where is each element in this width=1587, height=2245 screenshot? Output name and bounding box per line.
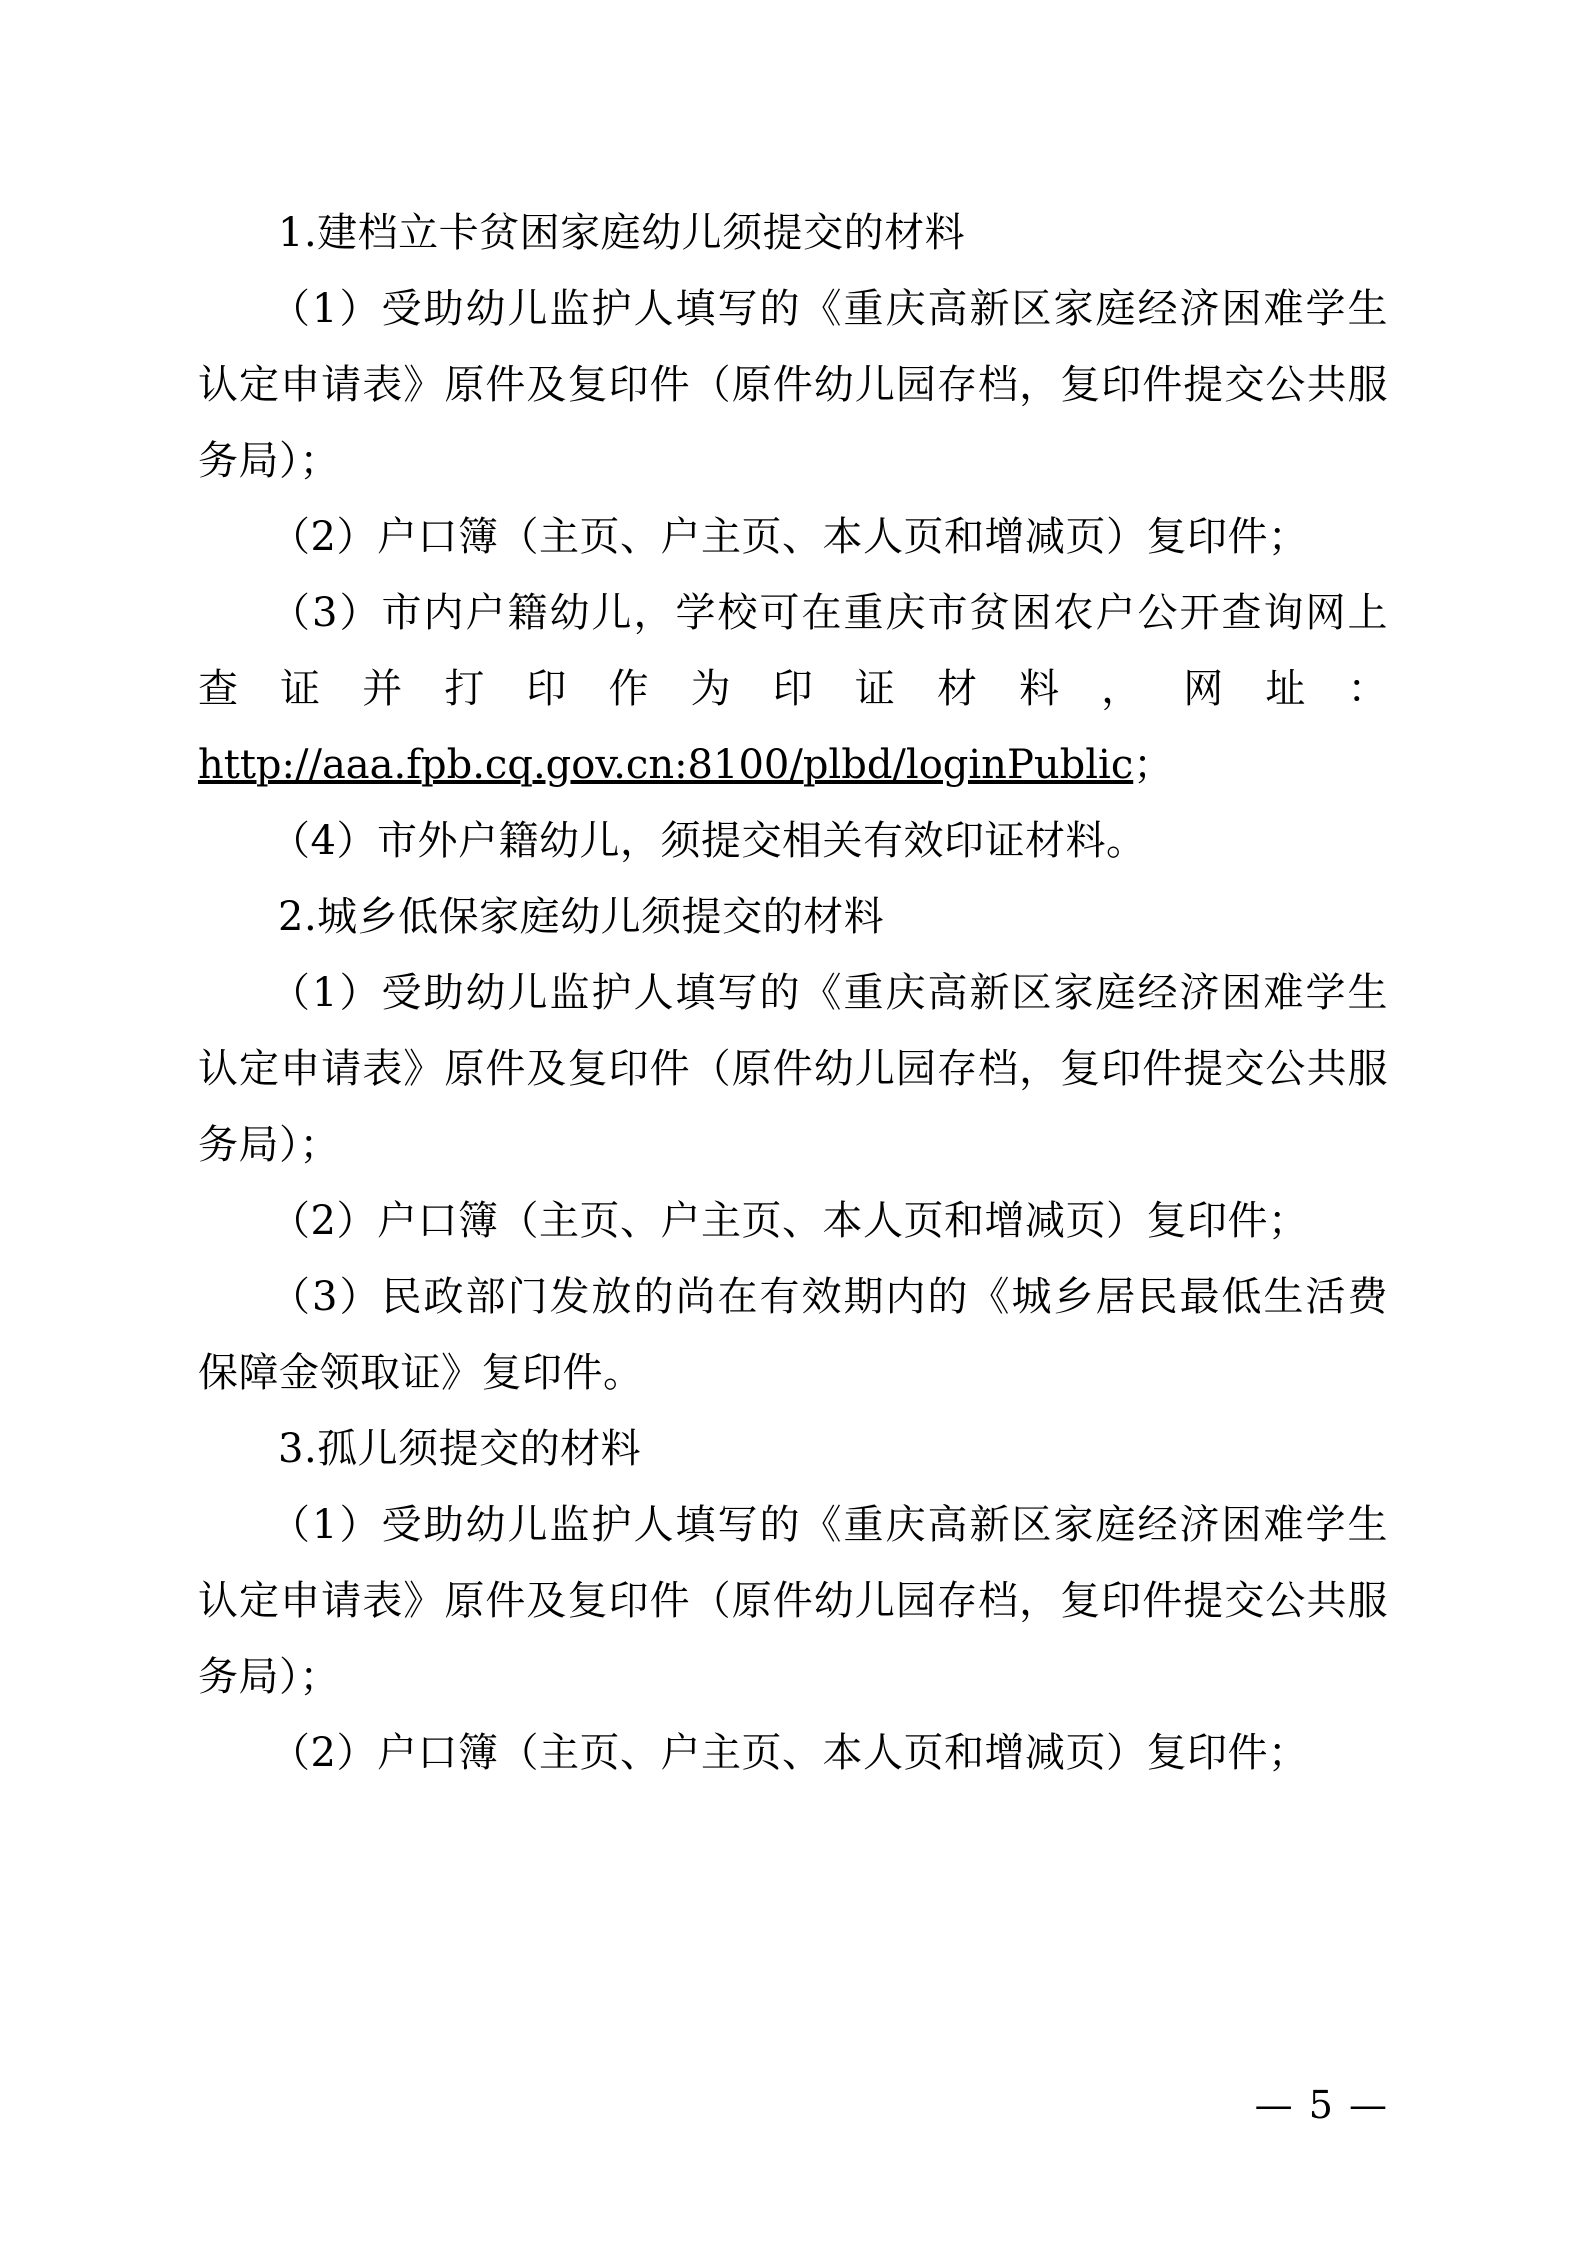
section-heading-1: 1.建档立卡贫困家庭幼儿须提交的材料: [278, 210, 966, 256]
page-number: — 5 —: [1254, 2083, 1389, 2127]
section-2-item-3: （3）民政部门发放的尚在有效期内的《城乡居民最低生活费保障金领取证》复印件。: [198, 1274, 1388, 1396]
section-1-item-2: （2）户口簿（主页、户主页、本人页和增减页）复印件；: [270, 514, 1309, 560]
section-1-item-3: （3）市内户籍幼儿，学校可在重庆市贫困农户公开查询网上查证并打印作为印证材料，网址：: [198, 590, 1388, 712]
section-1-item-1: （1）受助幼儿监护人填写的《重庆高新区家庭经济困难学生认定申请表》原件及复印件（原件幼儿园存档，复印件提交公共服务局）；: [198, 286, 1388, 484]
section-2-item-1: （1）受助幼儿监护人填写的《重庆高新区家庭经济困难学生认定申请表》原件及复印件（原件幼儿园存档，复印件提交公共服务局）；: [198, 970, 1388, 1168]
section-3-item-1: （1）受助幼儿监护人填写的《重庆高新区家庭经济困难学生认定申请表》原件及复印件（原件幼儿园存档，复印件提交公共服务局）；: [198, 1502, 1388, 1700]
section-heading-3: 3.孤儿须提交的材料: [278, 1426, 642, 1472]
section-2-item-2: （2）户口簿（主页、户主页、本人页和增减页）复印件；: [270, 1198, 1309, 1244]
section-1-item-4: （4）市外户籍幼儿，须提交相关有效印证材料。: [270, 818, 1147, 864]
document-body: [198, 195, 1388, 1791]
section-heading-2: 2.城乡低保家庭幼儿须提交的材料: [278, 894, 885, 940]
section-1-url-line: [198, 727, 1388, 803]
url-suffix: ；: [1133, 742, 1174, 788]
section-3-item-2: （2）户口簿（主页、户主页、本人页和增减页）复印件；: [270, 1730, 1309, 1776]
query-website-link[interactable]: http://aaa.fpb.cq.gov.cn:8100/plbd/loginPublic: [198, 742, 1134, 788]
